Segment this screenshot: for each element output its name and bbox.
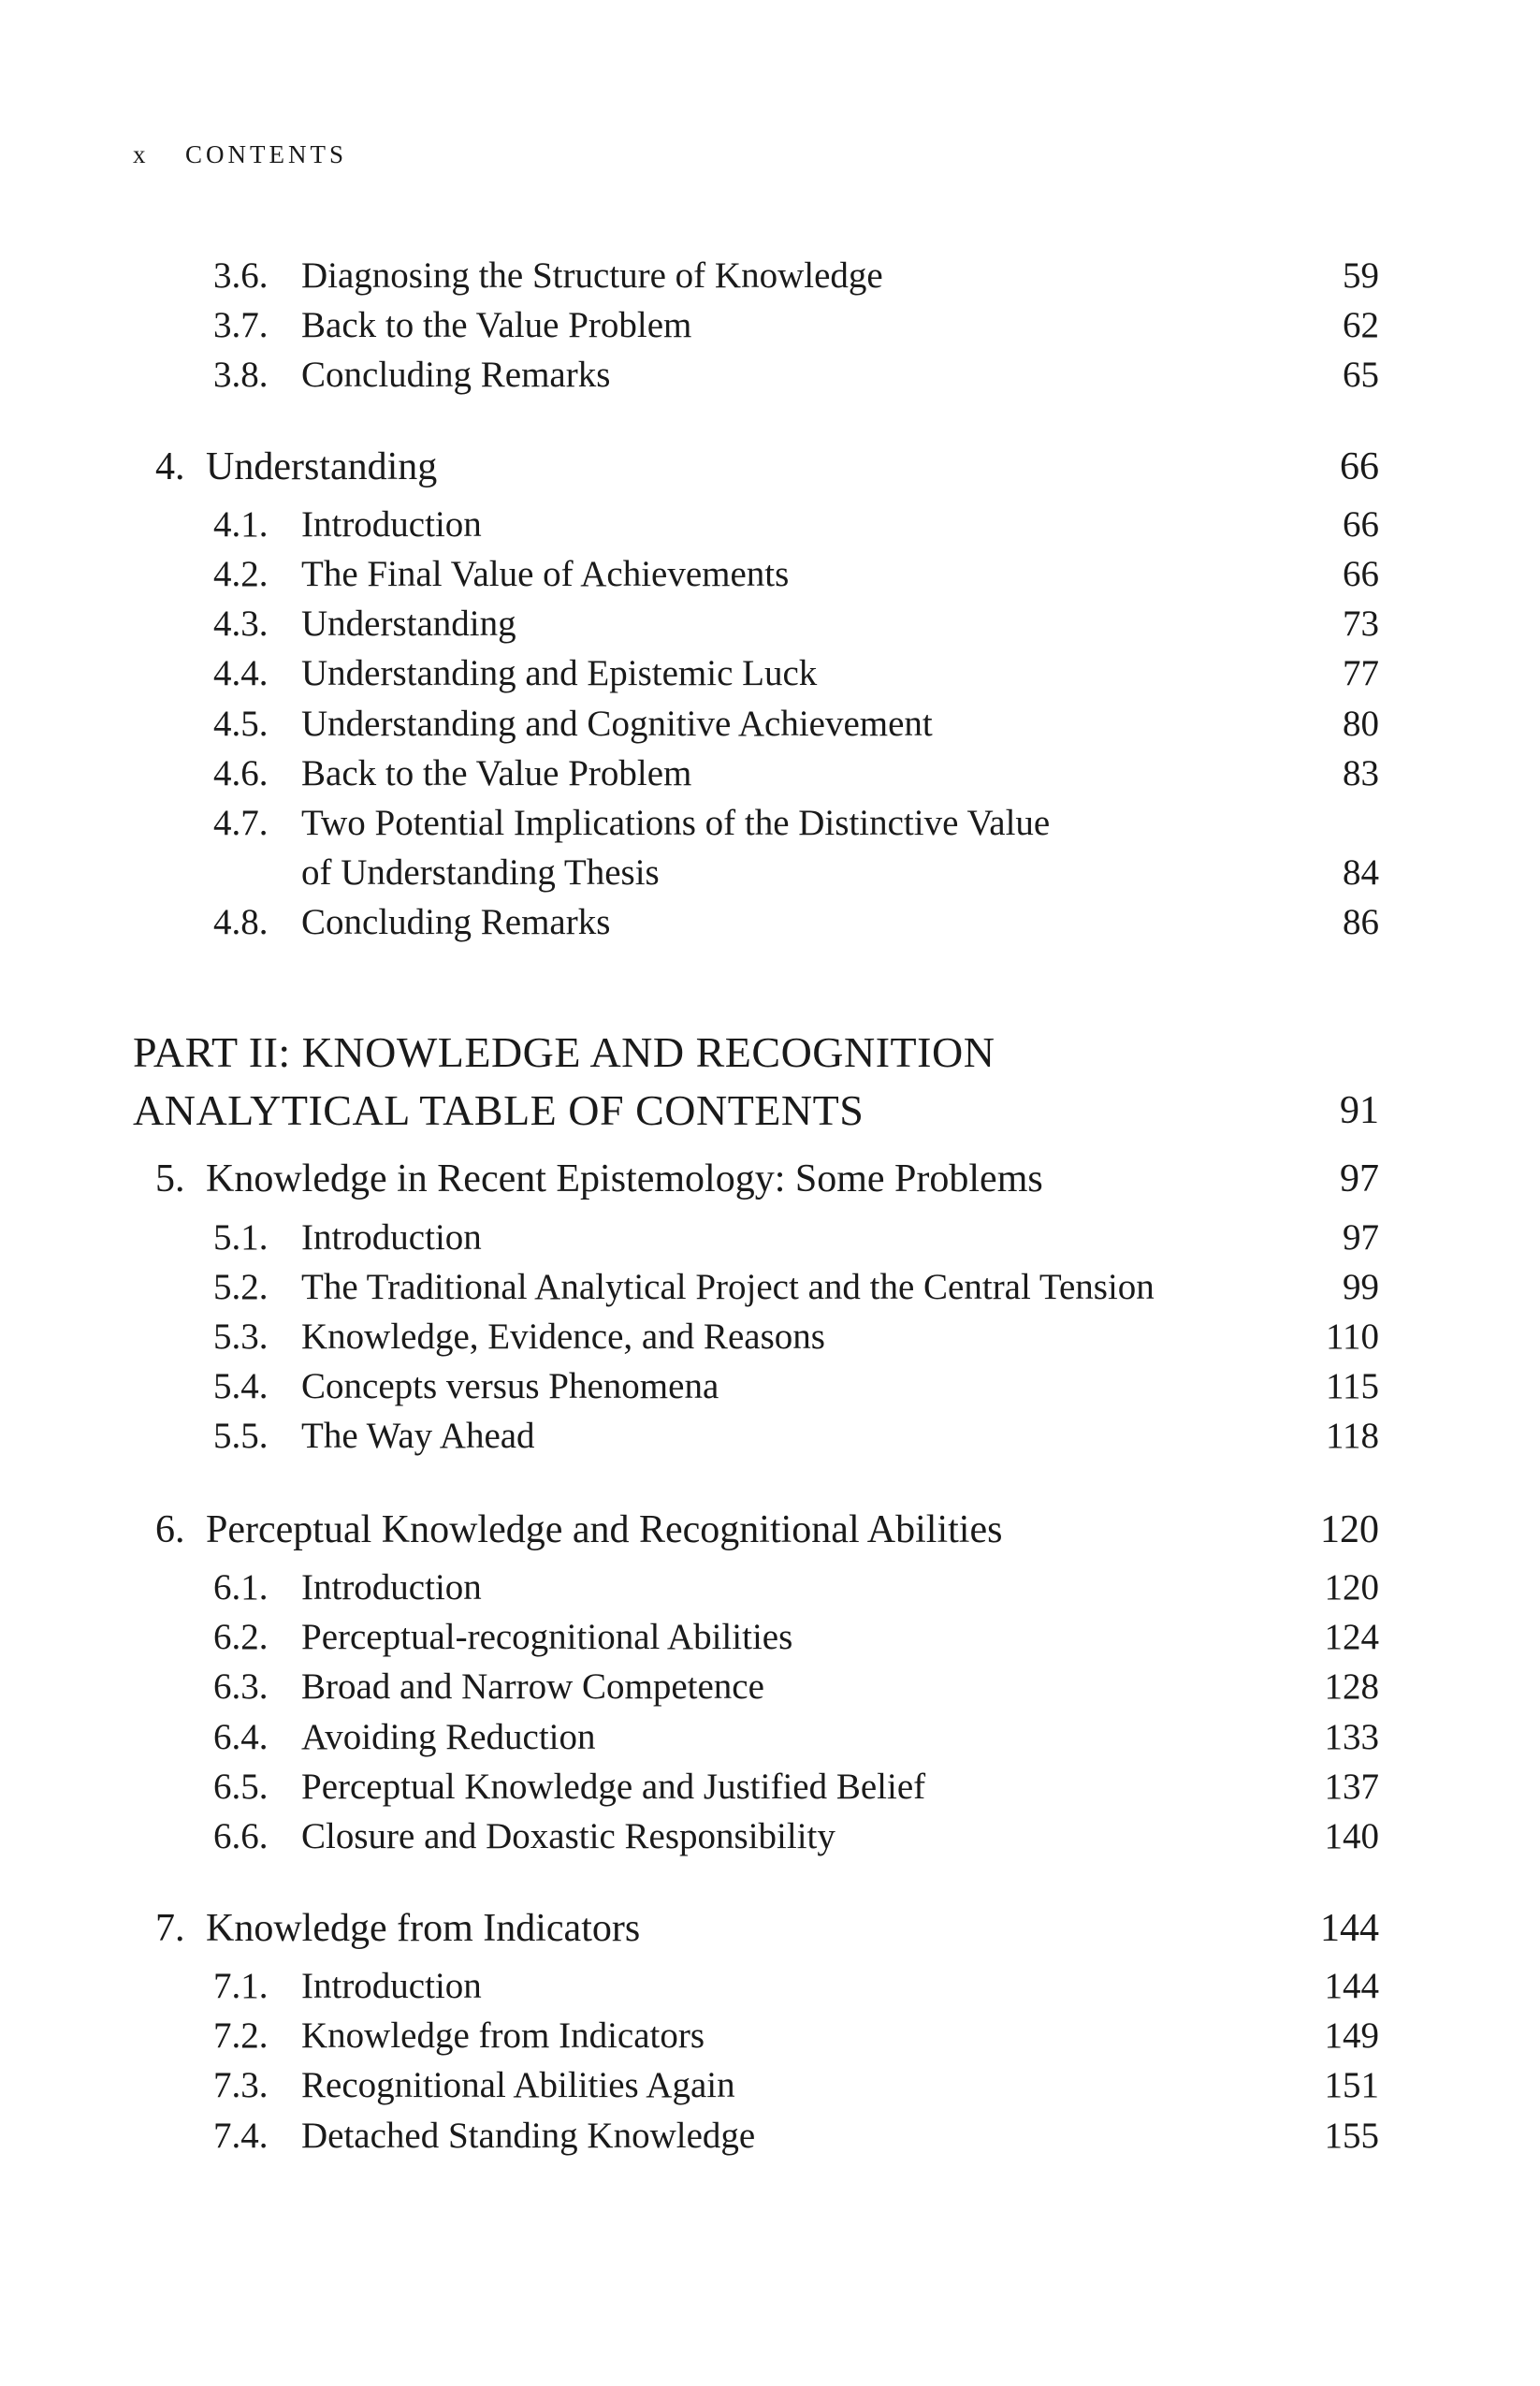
section-number: 3.8. [213, 355, 269, 395]
section-page: 97 [1343, 1217, 1379, 1258]
chapter-page: 144 [1320, 1907, 1379, 1950]
section-number: 4.4. [213, 653, 269, 693]
section-title: Introduction [301, 1217, 482, 1258]
section-page: 84 [1343, 852, 1379, 893]
section-page: 144 [1324, 1966, 1379, 2006]
section-title: Concepts versus Phenomena [301, 1366, 719, 1406]
section-page: 77 [1343, 653, 1379, 693]
section-title: Introduction [301, 504, 482, 545]
section-number: 6.6. [213, 1816, 269, 1856]
section-number: 4.2. [213, 554, 269, 594]
section-title: Back to the Value Problem [301, 305, 692, 345]
section-page: 140 [1324, 1816, 1379, 1856]
section-number: 7.4. [213, 2116, 269, 2156]
section-number: 5.1. [213, 1217, 269, 1258]
chapter-number: 7. [155, 1907, 185, 1950]
section-page: 124 [1324, 1617, 1379, 1657]
section-page: 62 [1343, 305, 1379, 345]
chapter-title: Understanding [206, 445, 438, 488]
section-number: 7.1. [213, 1966, 269, 2006]
section-page: 86 [1343, 902, 1379, 942]
section-number: 6.5. [213, 1767, 269, 1807]
section-title: Understanding [301, 604, 516, 644]
section-page: 155 [1324, 2116, 1379, 2156]
section-number: 6.3. [213, 1666, 269, 1707]
section-number: 4.3. [213, 604, 269, 644]
section-page: 83 [1343, 753, 1379, 793]
section-number: 6.4. [213, 1717, 269, 1757]
section-page: 110 [1325, 1317, 1379, 1357]
section-number: 5.2. [213, 1267, 269, 1307]
section-page: 99 [1343, 1267, 1379, 1307]
chapter-number: 6. [155, 1508, 185, 1551]
section-page: 73 [1343, 604, 1379, 644]
section-title: Concluding Remarks [301, 355, 611, 395]
section-number: 7.2. [213, 2015, 269, 2056]
section-title: Two Potential Implications of the Distinctive Value [301, 803, 1051, 843]
section-page: 137 [1324, 1767, 1379, 1807]
section-title: Detached Standing Knowledge [301, 2116, 756, 2156]
section-title: Diagnosing the Structure of Knowledge [301, 255, 883, 296]
section-number: 7.3. [213, 2065, 269, 2105]
section-page: 66 [1343, 504, 1379, 545]
section-number: 4.8. [213, 902, 269, 942]
section-number: 5.4. [213, 1366, 269, 1406]
section-page: 151 [1324, 2065, 1379, 2105]
section-title: Understanding and Cognitive Achievement [301, 704, 933, 744]
section-title: The Traditional Analytical Project and the Central Tension [301, 1267, 1155, 1307]
section-page: 120 [1324, 1567, 1379, 1608]
section-title: Closure and Doxastic Responsibility [301, 1816, 835, 1856]
section-title: Knowledge from Indicators [301, 2015, 705, 2056]
running-title: CONTENTS [185, 140, 347, 168]
chapter-number: 5. [155, 1157, 185, 1200]
chapter-page: 120 [1320, 1508, 1379, 1551]
section-title: Knowledge, Evidence, and Reasons [301, 1317, 825, 1357]
part-heading: PART II: KNOWLEDGE AND RECOGNITION [133, 1028, 995, 1076]
section-number: 4.1. [213, 504, 269, 545]
section-page: 59 [1343, 255, 1379, 296]
part-subheading: ANALYTICAL TABLE OF CONTENTS [133, 1086, 864, 1134]
section-page: 149 [1324, 2015, 1379, 2056]
section-title: Recognitional Abilities Again [301, 2065, 735, 2105]
section-number: 6.1. [213, 1567, 269, 1608]
section-title: The Way Ahead [301, 1416, 535, 1456]
section-number: 6.2. [213, 1617, 269, 1657]
section-number: 3.7. [213, 305, 269, 345]
section-page: 65 [1343, 355, 1379, 395]
section-title: The Final Value of Achievements [301, 554, 790, 594]
section-number: 5.3. [213, 1317, 269, 1357]
section-title: Perceptual-recognitional Abilities [301, 1617, 793, 1657]
section-page: 118 [1325, 1416, 1379, 1456]
section-number: 3.6. [213, 255, 269, 296]
chapter-number: 4. [155, 445, 185, 488]
chapter-title: Knowledge in Recent Epistemology: Some Problems [206, 1157, 1043, 1200]
section-title: Broad and Narrow Competence [301, 1666, 764, 1707]
part-page: 91 [1340, 1089, 1379, 1132]
section-page: 128 [1324, 1666, 1379, 1707]
chapter-page: 97 [1340, 1157, 1379, 1200]
section-title: Back to the Value Problem [301, 753, 692, 793]
section-page: 133 [1324, 1717, 1379, 1757]
chapter-page: 66 [1340, 445, 1379, 488]
section-title: Concluding Remarks [301, 902, 611, 942]
section-title: Understanding and Epistemic Luck [301, 653, 818, 693]
section-number: 4.5. [213, 704, 269, 744]
section-title: Avoiding Reduction [301, 1717, 596, 1757]
section-title: Introduction [301, 1567, 482, 1608]
section-number: 5.5. [213, 1416, 269, 1456]
chapter-title: Perceptual Knowledge and Recognitional Abilities [206, 1508, 1003, 1551]
section-number: 4.7. [213, 803, 269, 843]
page-folio: x [133, 140, 150, 168]
section-number: 4.6. [213, 753, 269, 793]
section-title: Perceptual Knowledge and Justified Belief [301, 1767, 926, 1807]
chapter-title: Knowledge from Indicators [206, 1907, 641, 1950]
section-title-continued: of Understanding Thesis [301, 852, 660, 893]
section-page: 115 [1325, 1366, 1379, 1406]
section-title: Introduction [301, 1966, 482, 2006]
section-page: 80 [1343, 704, 1379, 744]
section-page: 66 [1343, 554, 1379, 594]
